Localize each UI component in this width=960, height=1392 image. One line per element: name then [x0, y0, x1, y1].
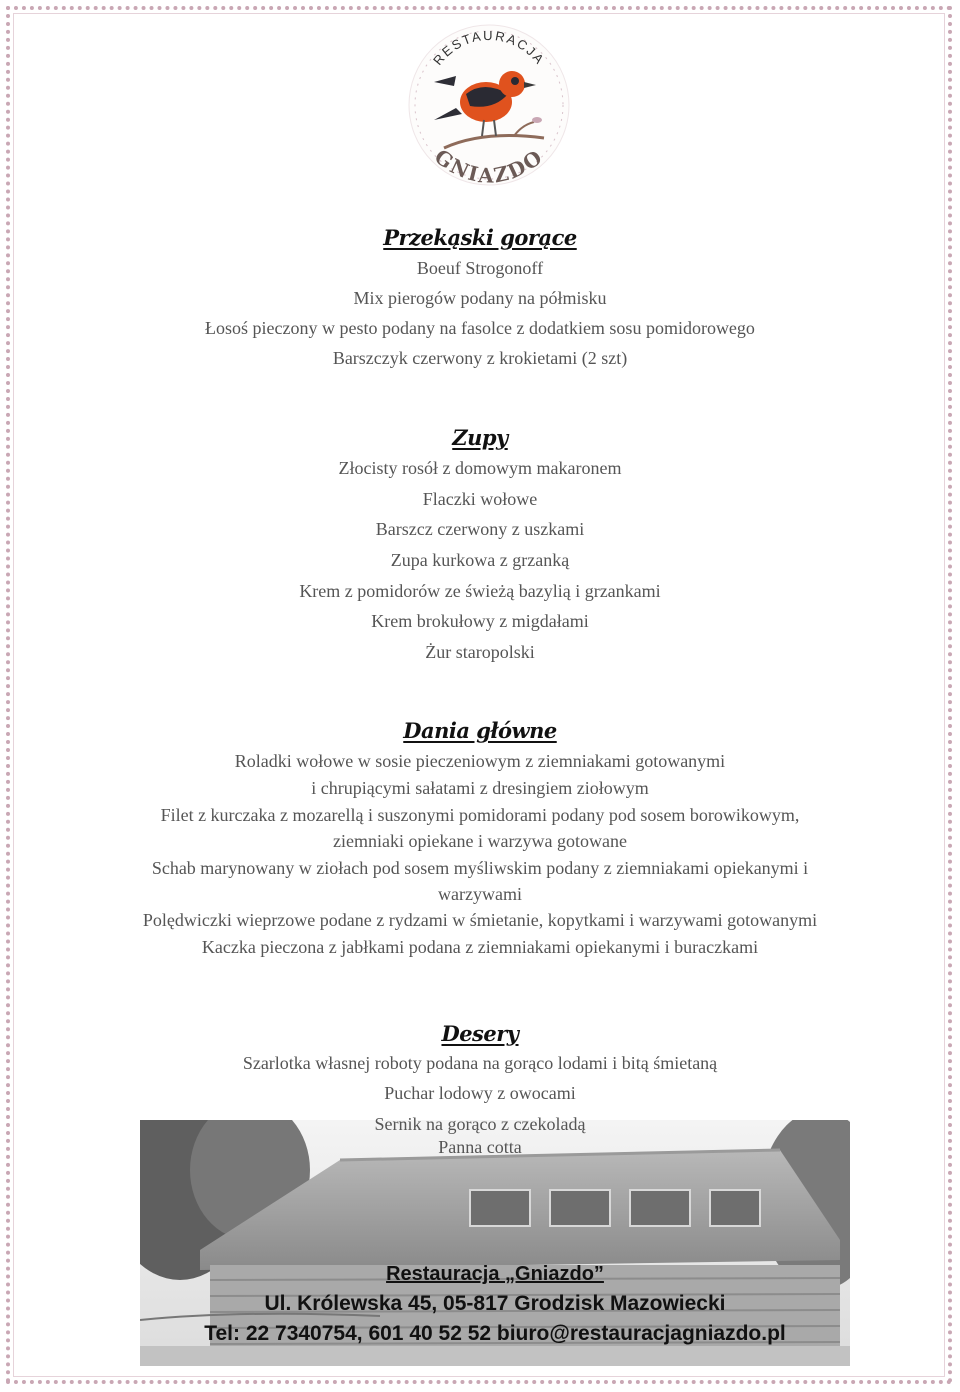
menu-item: Mix pierogów podany na półmisku	[353, 288, 607, 308]
section-title-soups: Zupy	[452, 425, 508, 450]
bird-on-branch-icon	[404, 10, 574, 200]
logo-bottom-text: GNIAZDO	[430, 144, 548, 188]
menu-item: Łosoś pieczony w pesto podany na fasolce z dodatkiem sosu pomidorowego	[205, 318, 755, 338]
menu-item: Szarlotka własnej roboty podana na gorąco lodami i bitą śmietaną	[242, 1053, 718, 1073]
menu-item: Barszczyk czerwony z krokietami (2 szt)	[332, 348, 628, 368]
menu-item: Panna cotta	[438, 1137, 522, 1157]
menu-item: Złocisty rosół z domowym makaronem	[338, 458, 622, 478]
menu-item: warzywami	[438, 884, 522, 904]
menu-item: ziemniaki opiekane i warzywa gotowane	[333, 831, 627, 851]
menu-item: Boeuf Strogonoff	[416, 258, 544, 278]
menu-item: Zupa kurkowa z grzanką	[390, 550, 570, 570]
contact-address: Ul. Królewska 45, 05-817 Grodzisk Mazowiecki	[264, 1292, 726, 1315]
logo-top-text: RESTAURACJA	[430, 27, 549, 68]
menu-item: Schab marynowany w ziołach pod sosem myśliwskim podany z ziemniakami opiekanymi i	[151, 858, 809, 878]
menu-item: Polędwiczki wieprzowe podane z rydzami w śmietanie, kopytkami i warzywami gotowanymi	[142, 910, 818, 930]
menu-item: Filet z kurczaka z mozarellą i suszonymi pomidorami podany pod sosem borowikowym,	[160, 805, 800, 825]
menu-item: Barszcz czerwony z uszkami	[375, 519, 585, 539]
section-title-desserts: Desery	[441, 1021, 519, 1046]
menu-item: Żur staropolski	[425, 642, 535, 662]
menu-item: Roladki wołowe w sosie pieczeniowym z ziemniakami gotowanymi	[234, 751, 726, 771]
menu-item: Kaczka pieczona z jabłkami podana z ziemniakami opiekanymi i buraczkami	[201, 937, 759, 957]
menu-item: Krem brokułowy z migdałami	[371, 611, 589, 631]
menu-item: Puchar lodowy z owocami	[384, 1083, 576, 1103]
section-title-hot-starters: Przekąski gorące	[383, 225, 577, 250]
restaurant-logo	[404, 10, 574, 200]
contact-phone-email: Tel: 22 7340754, 601 40 52 52 biuro@restauracjagniazdo.pl	[204, 1322, 786, 1345]
section-title-mains: Dania główne	[403, 718, 557, 743]
menu-item: Sernik na gorąco z czekoladą	[374, 1114, 586, 1134]
menu-item: Krem z pomidorów ze świeżą bazylią i grzankami	[299, 581, 661, 601]
contact-name: Restauracja „Gniazdo”	[386, 1263, 604, 1285]
menu-item: Flaczki wołowe	[422, 489, 538, 509]
menu-item: i chrupiącymi sałatami z dresingiem ziołowym	[311, 778, 649, 798]
